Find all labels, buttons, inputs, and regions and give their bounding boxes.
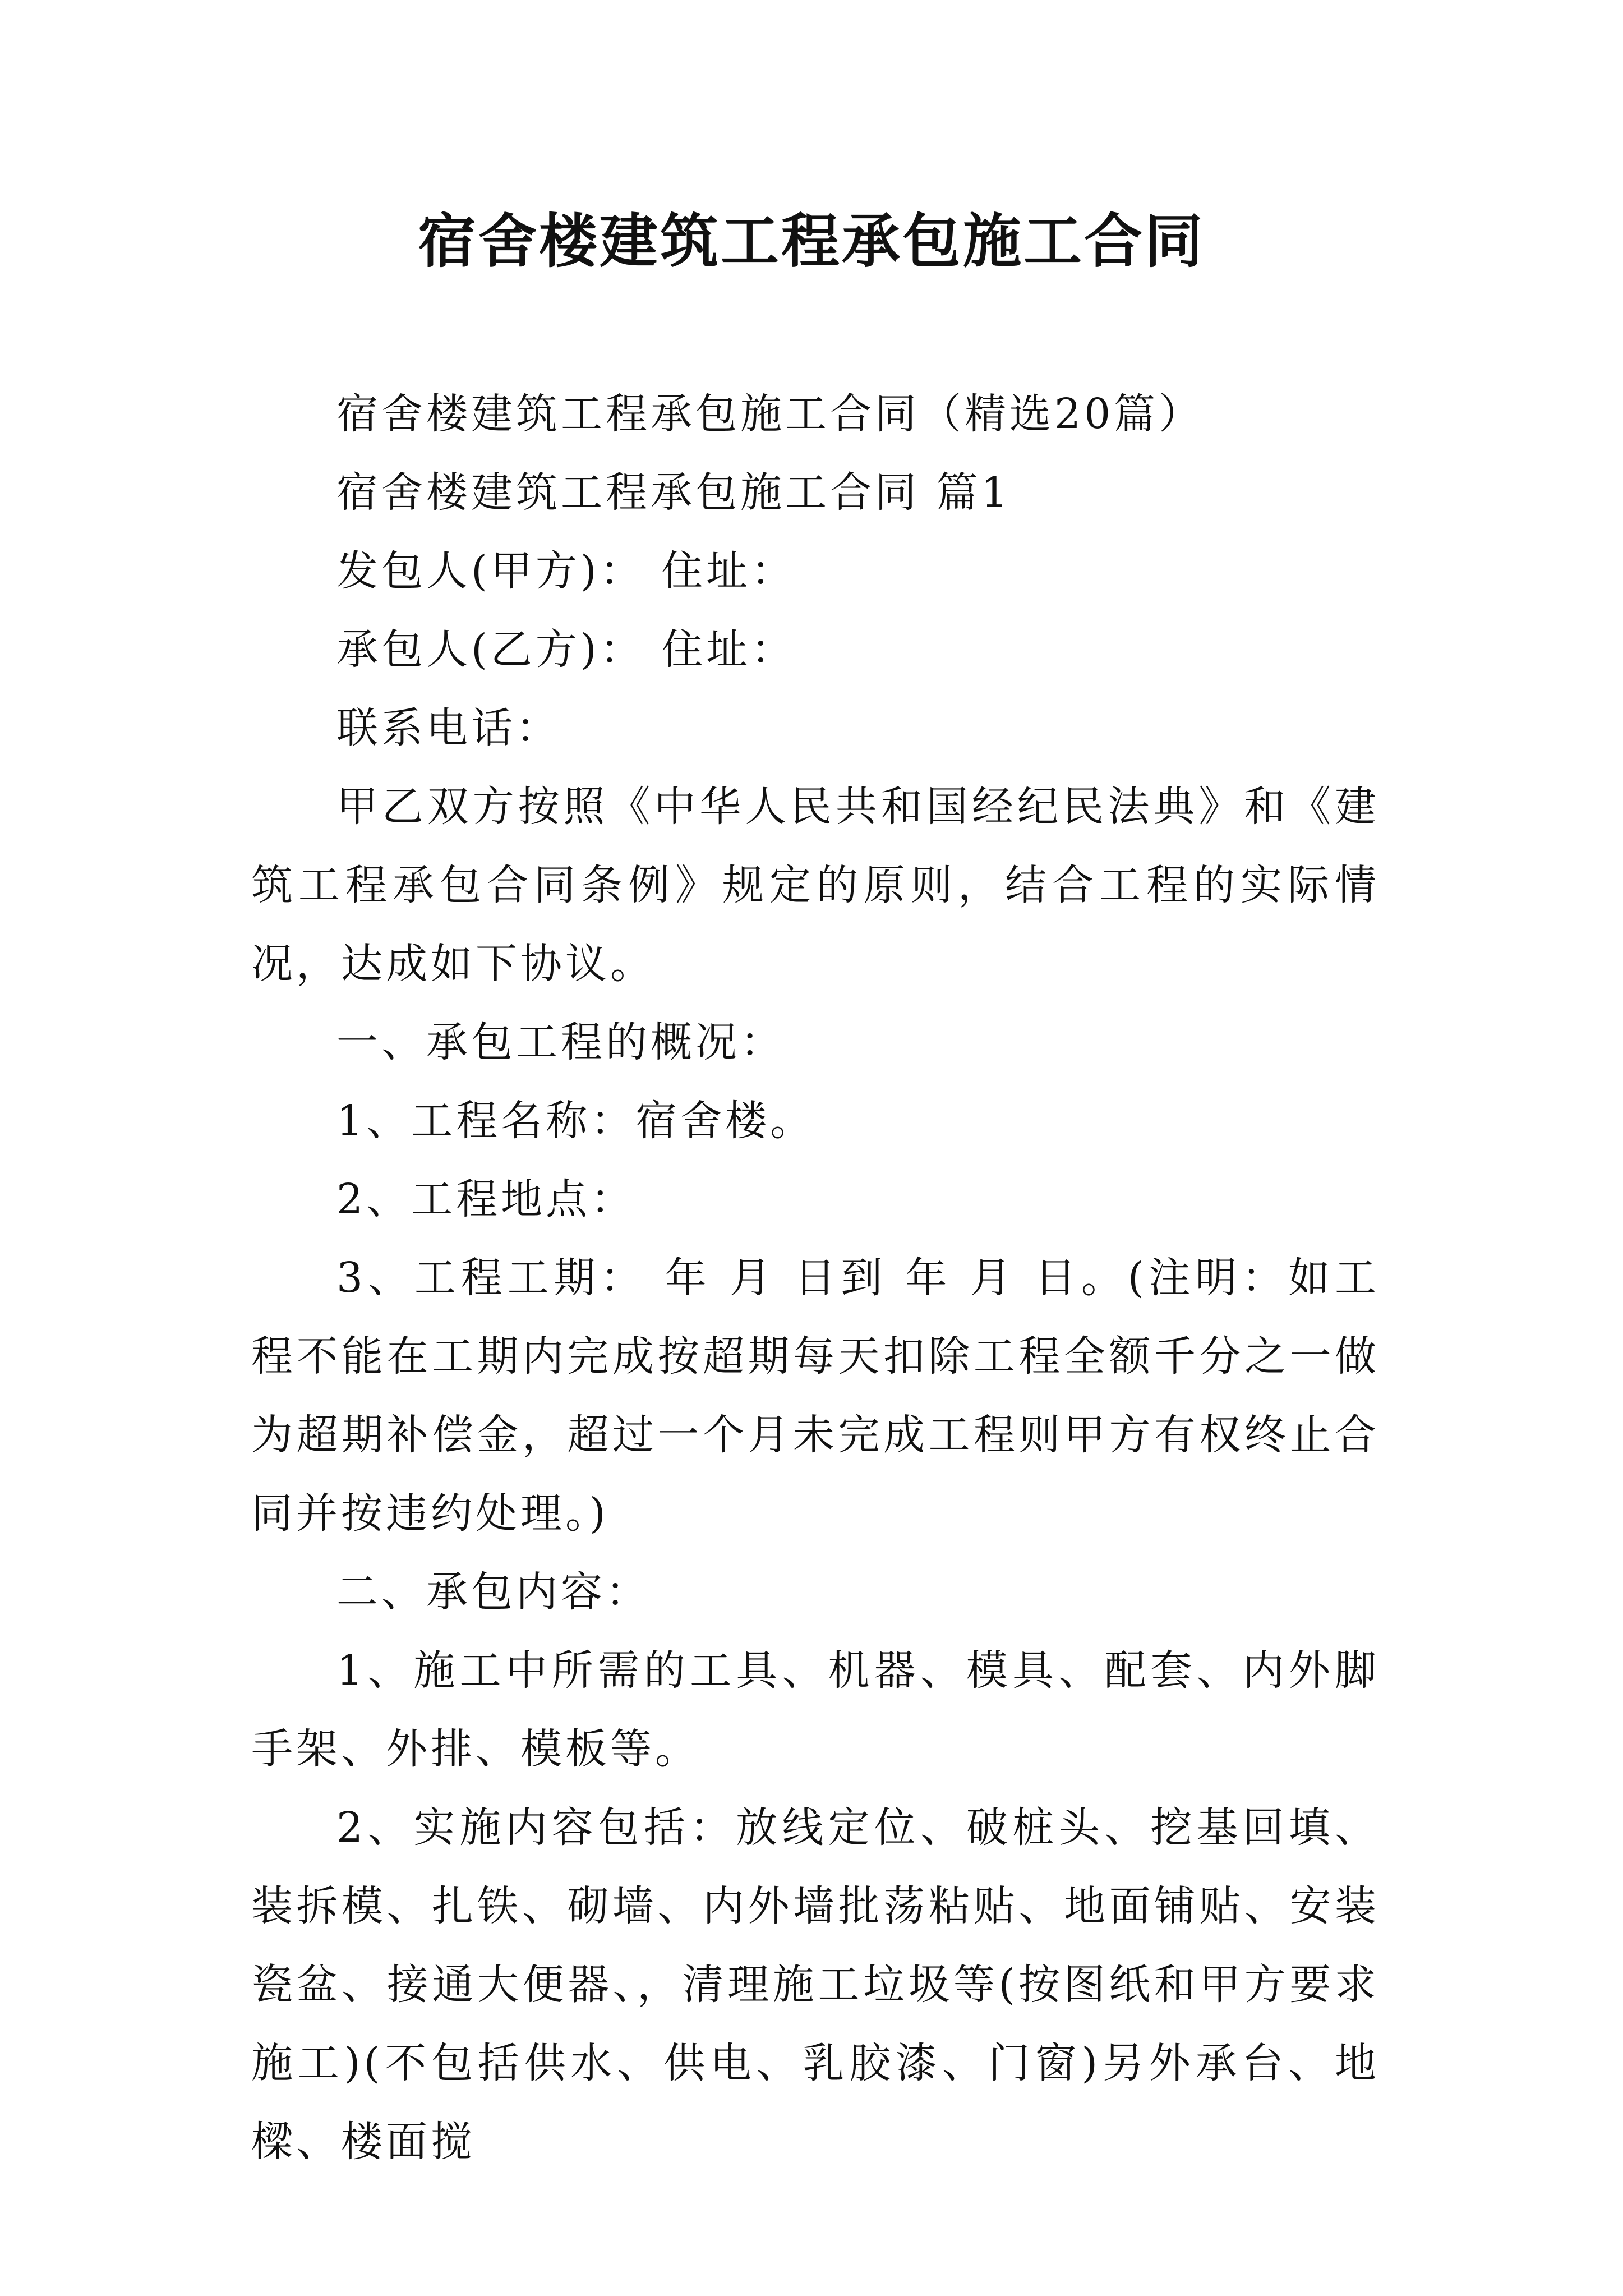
document-title: 宿舍楼建筑工程承包施工合同 xyxy=(417,206,1205,275)
paragraph-preamble: 甲乙双方按照《中华人民共和国经纪民法典》和《建筑工程承包合同条例》规定的原则，结合工程的实际情况，达成如下协议。 xyxy=(251,783,1380,988)
paragraph-phone: 联系电话： xyxy=(336,704,561,752)
paragraph-party-b: 承包人(乙方)： 住址： xyxy=(336,625,796,674)
paragraph-subtitle: 宿舍楼建筑工程承包施工合同（精选20篇） xyxy=(336,390,1204,438)
paragraph-heading-overview: 一、承包工程的概况： xyxy=(336,1018,785,1066)
paragraph-party-a: 发包人(甲方)： 住址： xyxy=(336,547,796,595)
paragraph-project-location: 2、工程地点： xyxy=(336,1175,636,1223)
paragraph-contents-tools: 1、施工中所需的工具、机器、模具、配套、内外脚手架、外排、模板等。 xyxy=(251,1646,1380,1773)
paragraph-project-name: 1、工程名称：宿舍楼。 xyxy=(336,1097,815,1145)
paragraph-heading-contents: 二、承包内容： xyxy=(336,1568,651,1616)
paragraph-project-duration: 3、工程工期： 年 月 日到 年 月 日。(注明：如工程不能在工期内完成按超期每天扣除工程全额千分之一做为超期补偿金，超过一个月未完成工程则甲方有权终止合同并按违约处理。) xyxy=(251,1254,1380,1538)
paragraph-section-heading: 宿舍楼建筑工程承包施工合同 篇1 xyxy=(336,468,1011,517)
paragraph-contents-scope: 2、实施内容包括：放线定位、破桩头、挖基回填、装拆模、扎铁、砌墙、内外墙批荡粘贴、地面铺贴、安装瓷盆、接通大便器、，清理施工垃圾等(按图纸和甲方要求施工)(不包括供水、供电、乳胶漆、门窗)另外承台、地樑、楼面搅 xyxy=(251,1803,1380,2166)
document-body xyxy=(251,375,1380,2181)
